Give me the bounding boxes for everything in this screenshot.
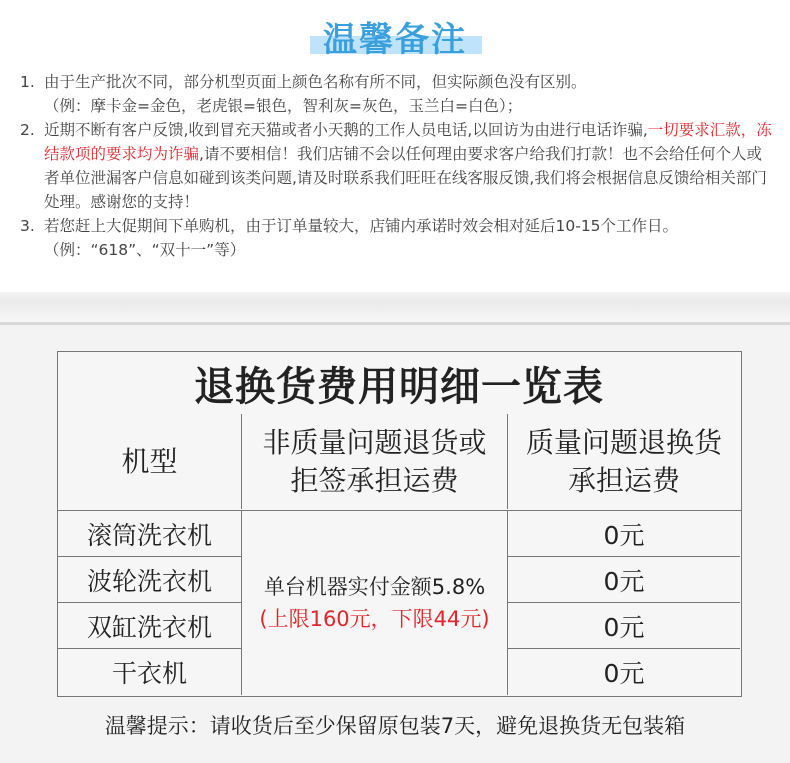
fee-table-header: [57, 414, 742, 511]
non-quality-fee-limit: (上限160元，下限44元): [259, 607, 490, 631]
fee-table-body: [57, 511, 742, 697]
table-row-model: 干衣机: [58, 649, 242, 695]
fee-table-title: 退换货费用明细一览表: [194, 363, 604, 410]
notice-number: 2.: [20, 121, 35, 139]
fee-table: [57, 351, 742, 416]
notice-section: [0, 0, 790, 300]
notice-text: 若您赶上大促期间下单购机，由于订单量较大，店铺内承诺时效会相对延后10-15个工作日。（例：“618”、“双十一”等）: [44, 217, 679, 259]
table-row-model: 滚筒洗衣机: [58, 511, 242, 557]
notice-title: 温馨备注: [323, 20, 467, 60]
notice-line: 由于生产批次不同，部分机型页面上颜色名称有所不同，但实际颜色没有区别。: [44, 73, 587, 91]
header-non-quality-line1: 非质量问题退货或: [262, 425, 487, 459]
notice-item-1: [20, 70, 775, 118]
notice-line: （例：摩卡金=金色，老虎银=银色，智利灰=灰色，玉兰白=白色）；: [44, 97, 523, 115]
notice-list: [20, 70, 775, 262]
header-quality: [508, 414, 740, 509]
quality-fee-cell: 0元: [508, 603, 740, 649]
packaging-tip: 温馨提示：请收货后至少保留原包装7天，避免退换货无包装箱: [104, 714, 686, 738]
notice-text-pre: 近期不断有客户反馈,收到冒充天猫或者小天鹅的工作人员电话,以回访为由进行电话诈骗,: [44, 121, 648, 139]
notice-item-3: [20, 214, 775, 262]
quality-fee-cell: 0元: [508, 557, 740, 603]
notice-number: 1.: [20, 73, 35, 91]
non-quality-fee: 单台机器实付金额5.8%: [263, 575, 486, 599]
notice-text: [44, 70, 775, 118]
table-row-model: 波轮洗衣机: [58, 557, 242, 603]
non-quality-fee-cell: [242, 511, 508, 695]
header-model: 机型: [58, 414, 242, 509]
table-row-model: 双缸洗衣机: [58, 603, 242, 649]
fee-table-section: [0, 322, 790, 763]
quality-fee-cell: 0元: [508, 511, 740, 557]
notice-item-2: [20, 118, 775, 214]
notice-text: [44, 118, 775, 214]
fraud-warning: 一切要求汇款，冻结款项的要求均为诈骗: [44, 121, 772, 163]
header-quality-line2: 承担运费: [567, 463, 680, 497]
notice-text-post: ,请不要相信！我们店铺不会以任何理由要求客户给我们打款！也不会给任何个人或者单位泄漏客户信息如碰到该类问题,请及时联系我们旺旺在线客服反馈,我们将会根据信息反馈给相关部门处理。感谢您的支持！: [44, 145, 767, 211]
header-quality-line1: 质量问题退换货: [525, 425, 722, 459]
section-divider: [0, 292, 790, 322]
quality-fee-cell: 0元: [603, 659, 645, 688]
notice-number: 3.: [20, 217, 35, 235]
header-non-quality: [242, 414, 508, 509]
header-non-quality-line2: 拒签承担运费: [290, 463, 459, 497]
